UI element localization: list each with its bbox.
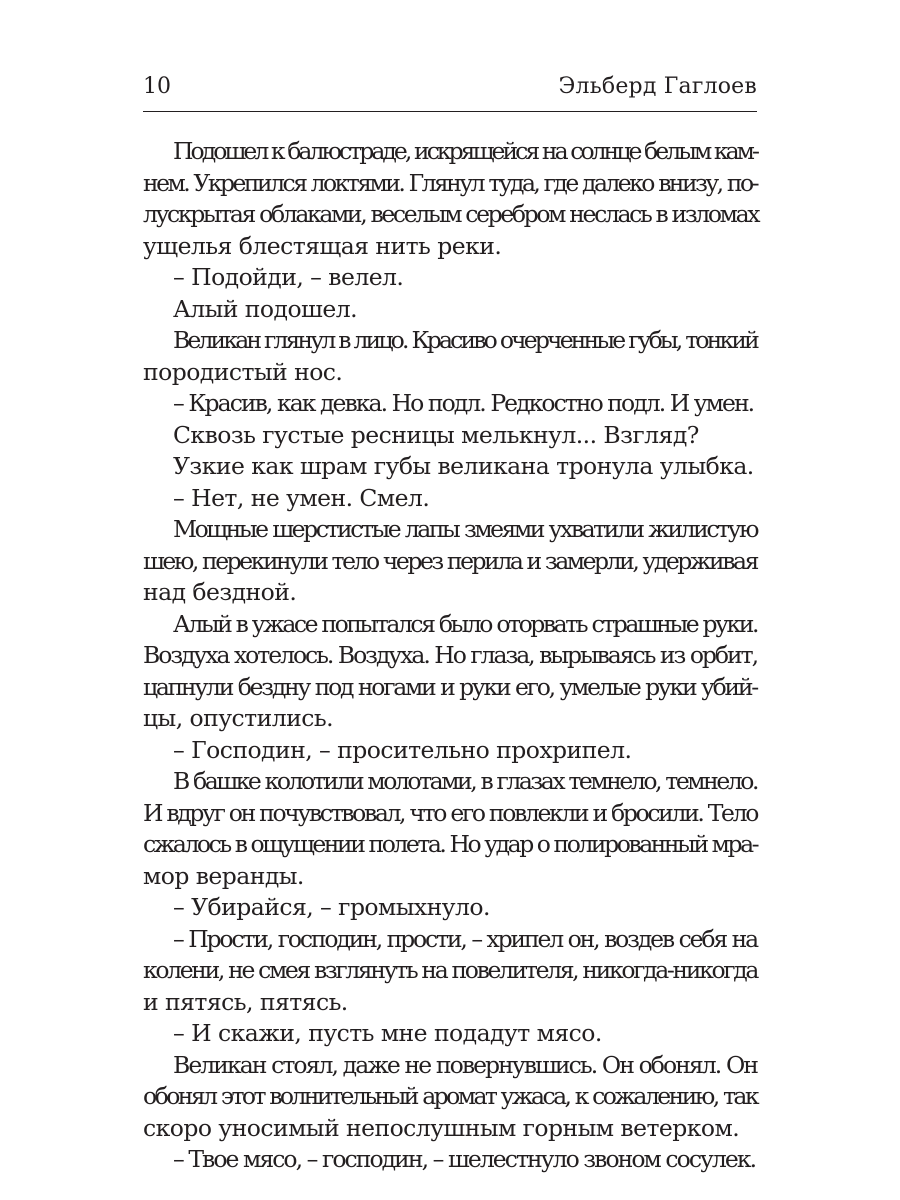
text-line: – Убирайся, – громыхнуло. <box>173 893 490 921</box>
running-head <box>143 72 757 106</box>
header-rule <box>143 111 757 112</box>
text-line: – Нет, не умен. Смел. <box>173 483 430 512</box>
text-line: – Прости, господин, прости, – хрипел он, воздев себя на <box>173 924 757 953</box>
text-line: нем. Укрепился локтями. Глянул туда, где далеко внизу, по- <box>143 168 757 197</box>
text-line: Подошел к балюстраде, искрящейся на солнце белым кам- <box>173 137 757 165</box>
text-line: – Красив, как девка. Но подл. Редкостно подл. И умен. <box>173 389 754 417</box>
text-line: Алый в ужасе попытался было оторвать страшные руки. <box>173 609 757 638</box>
text-line: В башке колотили молотами, в глазах темнело, темнело. <box>173 767 757 795</box>
text-line: ущелья блестящая нить реки. <box>143 231 502 260</box>
text-line: скоро уносимый непослушным горным ветерком. <box>143 1113 740 1142</box>
body-text <box>143 136 757 1176</box>
text-line: Алый подошел. <box>173 294 357 323</box>
text-line: мор веранды. <box>143 861 304 890</box>
text-line: – И скажи, пусть мне подадут мясо. <box>173 1019 602 1047</box>
text-line: сжалось в ощущении полета. Но удар о полированный мра- <box>143 830 758 858</box>
author-name: Эльберд Гаглоев <box>558 74 757 99</box>
text-line: шею, перекинули тело через перила и замерли, удерживая <box>143 546 757 575</box>
text-line: – Твое мясо, – господин, – шелестнуло звоном сосулек. <box>173 1145 756 1173</box>
text-line: Сквозь густые ресницы мелькнул... Взгляд? <box>173 420 699 449</box>
text-line: – Господин, – просительно прохрипел. <box>173 735 632 764</box>
text-line: цапнули бездну под ногами и руки его, умелые руки убий- <box>143 672 757 701</box>
text-line: обонял этот волнительный аромат ужаса, к сожалению, так <box>143 1082 757 1110</box>
text-line: Воздуха хотелось. Воздуха. Но глаза, вырываясь из орбит, <box>143 641 757 669</box>
text-line: Великан глянул в лицо. Красиво очерченные губы, тонкий <box>173 326 757 354</box>
text-line: колени, не смея взглянуть на повелителя, никогда-никогда <box>143 956 758 984</box>
text-line: – Подойди, – велел. <box>173 263 404 291</box>
text-line: Узкие как шрам губы великана тронула улыбка. <box>173 452 754 480</box>
text-line: и пятясь, пятясь. <box>143 987 348 1016</box>
text-line: Мощные шерстистые лапы змеями ухватили жилистую <box>173 515 757 543</box>
page-number: 10 <box>143 74 171 99</box>
text-line: породистый нос. <box>143 357 343 386</box>
text-line: лускрытая облаками, веселым серебром неслась в изломах <box>143 200 759 228</box>
text-line: цы, опустились. <box>143 704 333 732</box>
text-line: Великан стоял, даже не повернувшись. Он обонял. Он <box>173 1050 757 1079</box>
text-line: И вдруг он почувствовал, что его повлекли и бросили. Тело <box>143 798 757 827</box>
text-line: над бездной. <box>143 578 297 606</box>
